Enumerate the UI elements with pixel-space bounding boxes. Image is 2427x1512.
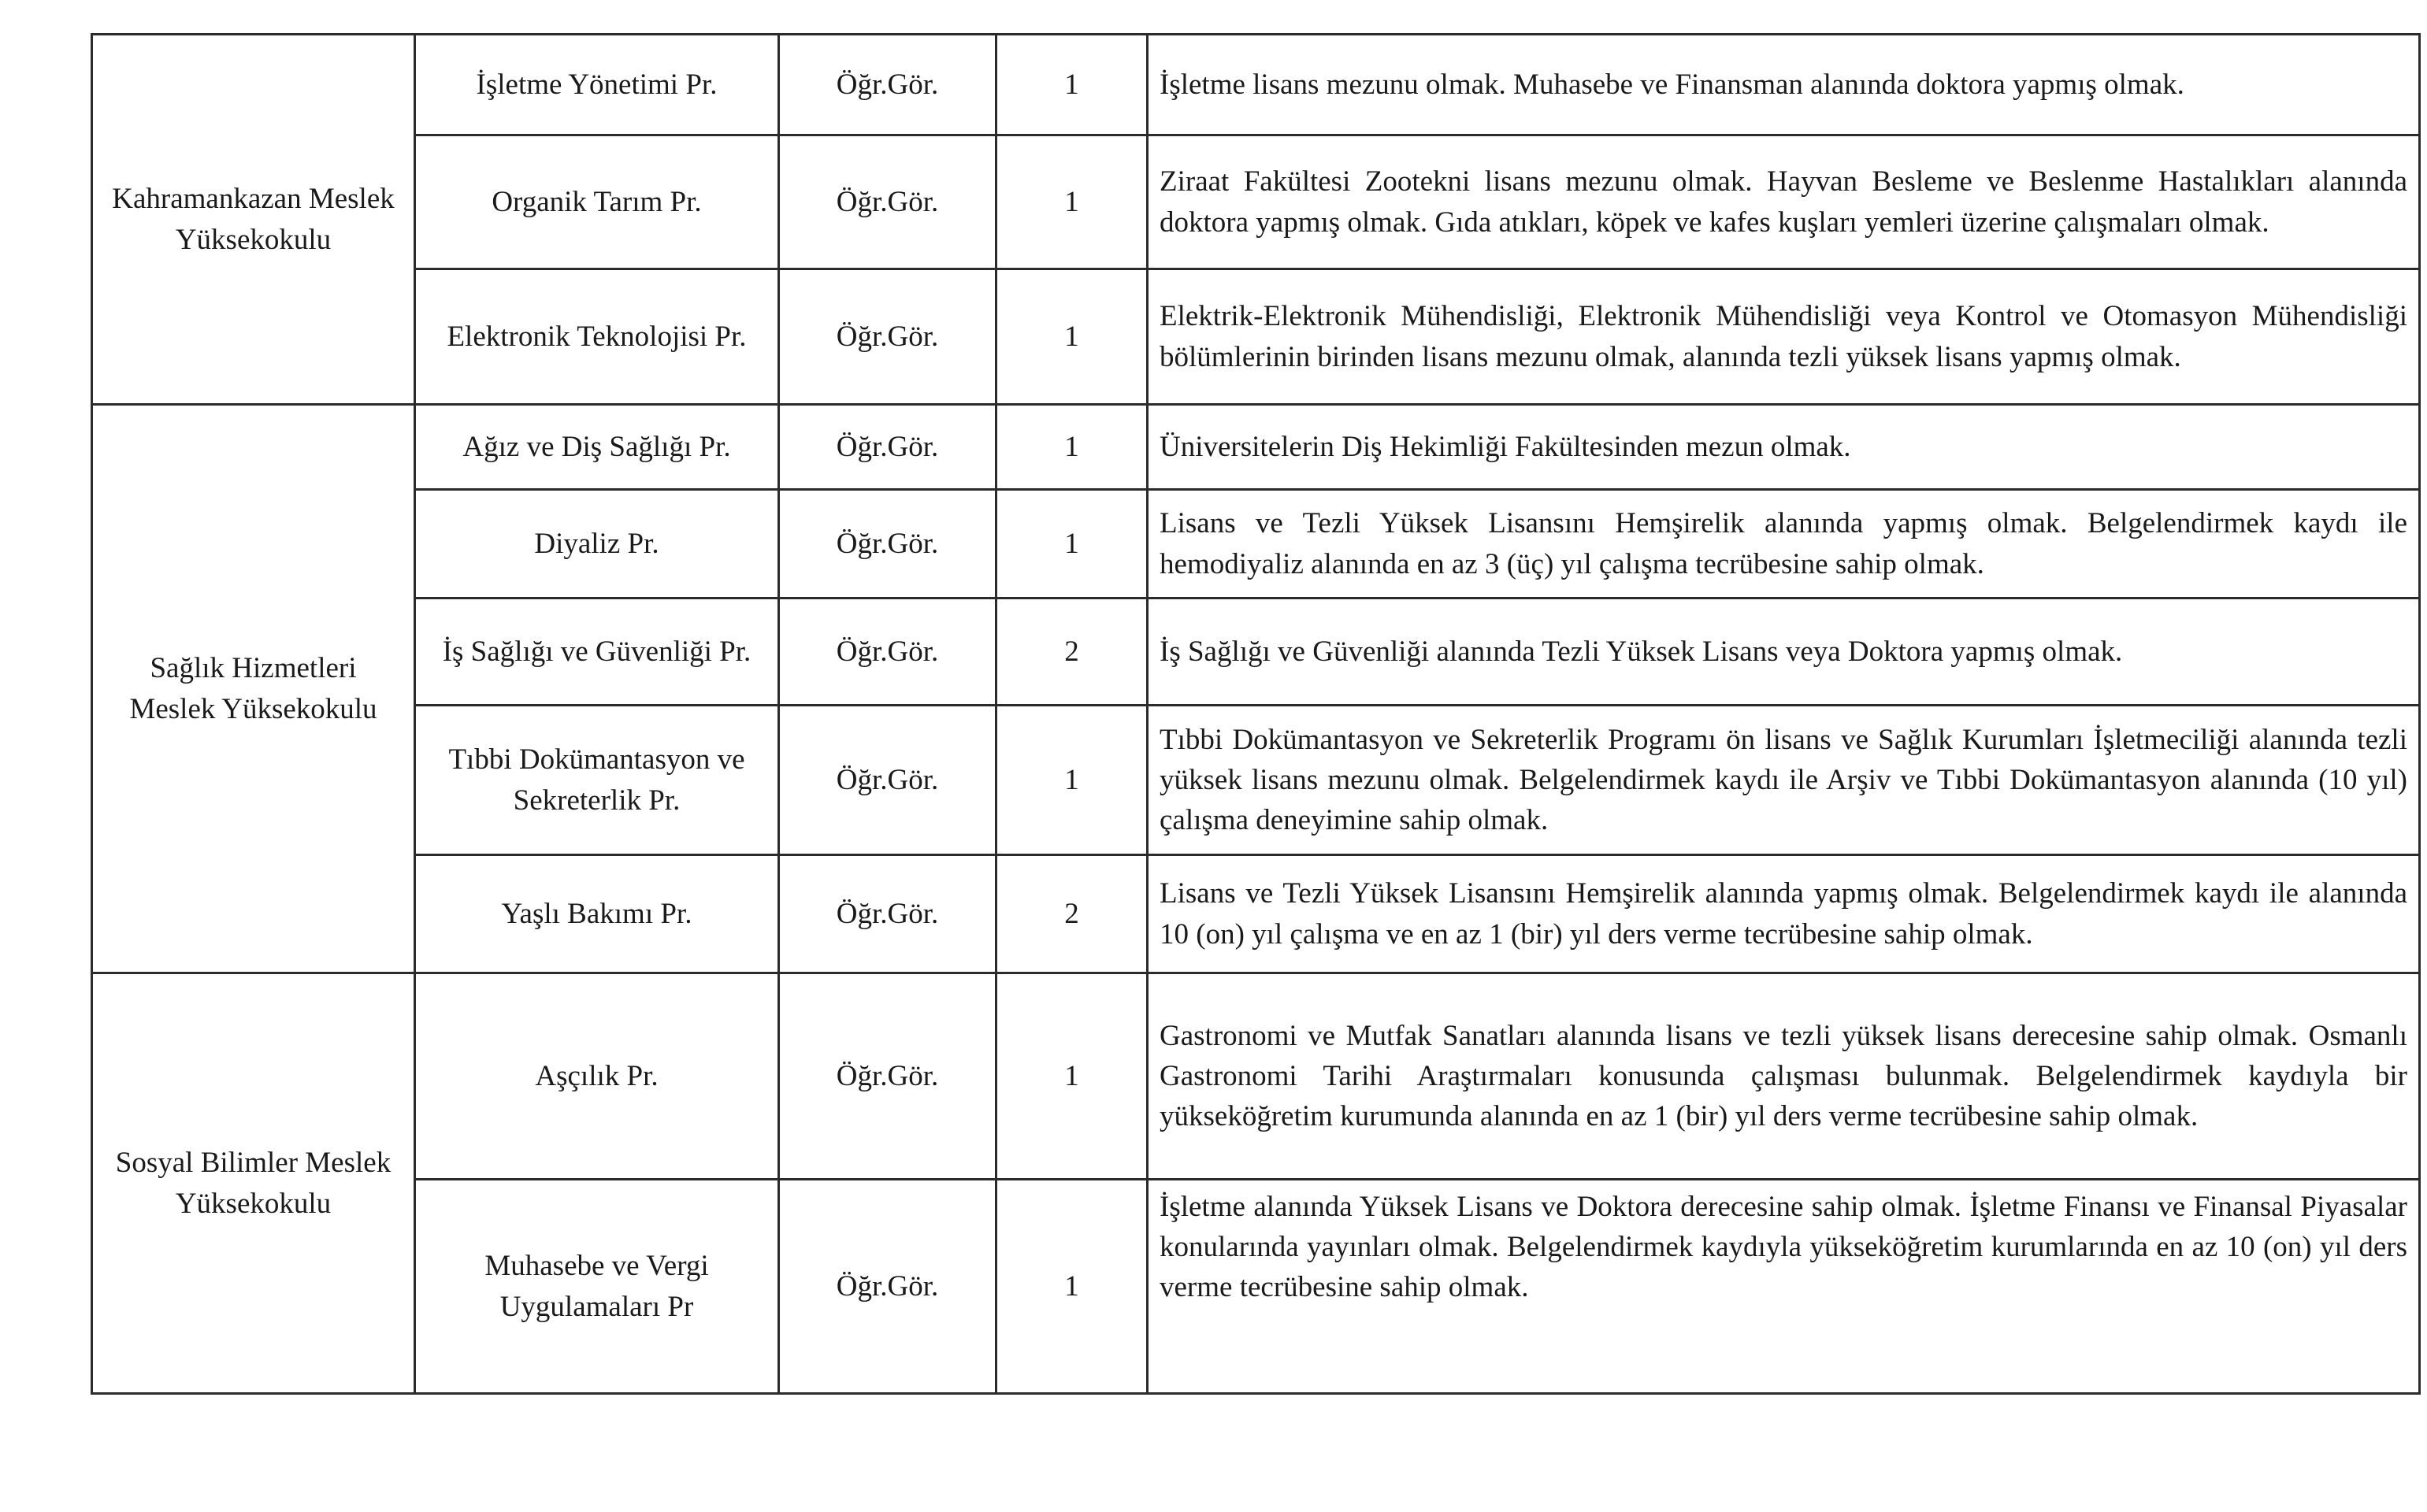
program-name: Ağız ve Diş Sağlığı Pr. bbox=[415, 405, 779, 490]
table-row bbox=[92, 490, 2420, 598]
table-row bbox=[92, 973, 2420, 1180]
position-count: 1 bbox=[996, 1180, 1148, 1394]
position-count: 1 bbox=[996, 490, 1148, 598]
position-count: 1 bbox=[996, 973, 1148, 1180]
position-title: Öğr.Gör. bbox=[779, 598, 996, 706]
table-row bbox=[92, 706, 2420, 855]
position-title: Öğr.Gör. bbox=[779, 405, 996, 490]
program-name: Organik Tarım Pr. bbox=[415, 135, 779, 269]
position-title: Öğr.Gör. bbox=[779, 855, 996, 973]
position-count: 2 bbox=[996, 855, 1148, 973]
position-title: Öğr.Gör. bbox=[779, 35, 996, 135]
position-count: 2 bbox=[996, 598, 1148, 706]
position-title: Öğr.Gör. bbox=[779, 973, 996, 1180]
program-name: Aşçılık Pr. bbox=[415, 973, 779, 1180]
table-row bbox=[92, 598, 2420, 706]
position-title: Öğr.Gör. bbox=[779, 135, 996, 269]
table-row bbox=[92, 35, 2420, 135]
program-name: Yaşlı Bakımı Pr. bbox=[415, 855, 779, 973]
position-count: 1 bbox=[996, 405, 1148, 490]
program-name: İş Sağlığı ve Güvenliği Pr. bbox=[415, 598, 779, 706]
unit-name: Sosyal Bilimler Meslek Yüksekokulu bbox=[92, 973, 415, 1394]
requirement-text: Lisans ve Tezli Yüksek Lisansını Hemşirelik alanında yapmış olmak. Belgelendirmek kaydı ile hemodiyaliz alanında en az 3 (üç) yıl çalışma tecrübesine sahip olmak. bbox=[1148, 490, 2420, 598]
program-name: Tıbbi Dokümantasyon ve Sekreterlik Pr. bbox=[415, 706, 779, 855]
program-name: İşletme Yönetimi Pr. bbox=[415, 35, 779, 135]
program-name: Diyaliz Pr. bbox=[415, 490, 779, 598]
requirement-text: Tıbbi Dokümantasyon ve Sekreterlik Programı ön lisans ve Sağlık Kurumları İşletmeciliği alanında tezli yüksek lisans mezunu olmak. Belgelendirmek kaydı ile Arşiv ve Tıbbi Dokümantasyon alanında (10 yıl) çalışma deneyimine sahip olmak. bbox=[1148, 706, 2420, 855]
requirement-text: Lisans ve Tezli Yüksek Lisansını Hemşirelik alanında yapmış olmak. Belgelendirmek kaydı ile alanında 10 (on) yıl çalışma ve en az 1 (bir) yıl ders verme tecrübesine sahip olmak. bbox=[1148, 855, 2420, 973]
unit-name: Sağlık Hizmetleri Meslek Yüksekokulu bbox=[92, 405, 415, 973]
position-count: 1 bbox=[996, 269, 1148, 405]
requirement-text: Elektrik-Elektronik Mühendisliği, Elektronik Mühendisliği veya Kontrol ve Otomasyon Mühendisliği bölümlerinin birinden lisans mezunu olmak, alanında tezli yüksek lisans yapmış olmak. bbox=[1148, 269, 2420, 405]
requirement-text: Ziraat Fakültesi Zootekni lisans mezunu olmak. Hayvan Besleme ve Beslenme Hastalıkları alanında doktora yapmış olmak. Gıda atıkları, köpek ve kafes kuşları yemleri üzerine çalışmaları olmak. bbox=[1148, 135, 2420, 269]
table-row bbox=[92, 1180, 2420, 1394]
table-row bbox=[92, 135, 2420, 269]
position-title: Öğr.Gör. bbox=[779, 706, 996, 855]
position-title: Öğr.Gör. bbox=[779, 490, 996, 598]
requirement-text: Gastronomi ve Mutfak Sanatları alanında lisans ve tezli yüksek lisans derecesine sahip olmak. Osmanlı Gastronomi Tarihi Araştırmaları konusunda çalışması bulunmak. Belgelendirmek kaydıyla bir yükseköğretim kurumunda alanında en az 1 (bir) yıl ders verme tecrübesine sahip olmak. bbox=[1148, 973, 2420, 1180]
requirement-text: İş Sağlığı ve Güvenliği alanında Tezli Yüksek Lisans veya Doktora yapmış olmak. bbox=[1148, 598, 2420, 706]
position-count: 1 bbox=[996, 135, 1148, 269]
requirement-text: İşletme lisans mezunu olmak. Muhasebe ve Finansman alanında doktora yapmış olmak. bbox=[1148, 35, 2420, 135]
table-row bbox=[92, 405, 2420, 490]
positions-table bbox=[91, 33, 2421, 1395]
position-title: Öğr.Gör. bbox=[779, 1180, 996, 1394]
position-title: Öğr.Gör. bbox=[779, 269, 996, 405]
requirement-text: İşletme alanında Yüksek Lisans ve Doktora derecesine sahip olmak. İşletme Finansı ve Finansal Piyasalar konularında yayınları olmak. Belgelendirmek kaydıyla yükseköğretim kurumlarında en az 10 (on) yıl ders verme tecrübesine sahip olmak. bbox=[1148, 1180, 2420, 1394]
position-count: 1 bbox=[996, 35, 1148, 135]
unit-name: Kahramankazan Meslek Yüksekokulu bbox=[92, 35, 415, 405]
table-row bbox=[92, 855, 2420, 973]
table-row bbox=[92, 269, 2420, 405]
position-count: 1 bbox=[996, 706, 1148, 855]
requirement-text: Üniversitelerin Diş Hekimliği Fakültesinden mezun olmak. bbox=[1148, 405, 2420, 490]
program-name: Muhasebe ve Vergi Uygulamaları Pr bbox=[415, 1180, 779, 1394]
program-name: Elektronik Teknolojisi Pr. bbox=[415, 269, 779, 405]
